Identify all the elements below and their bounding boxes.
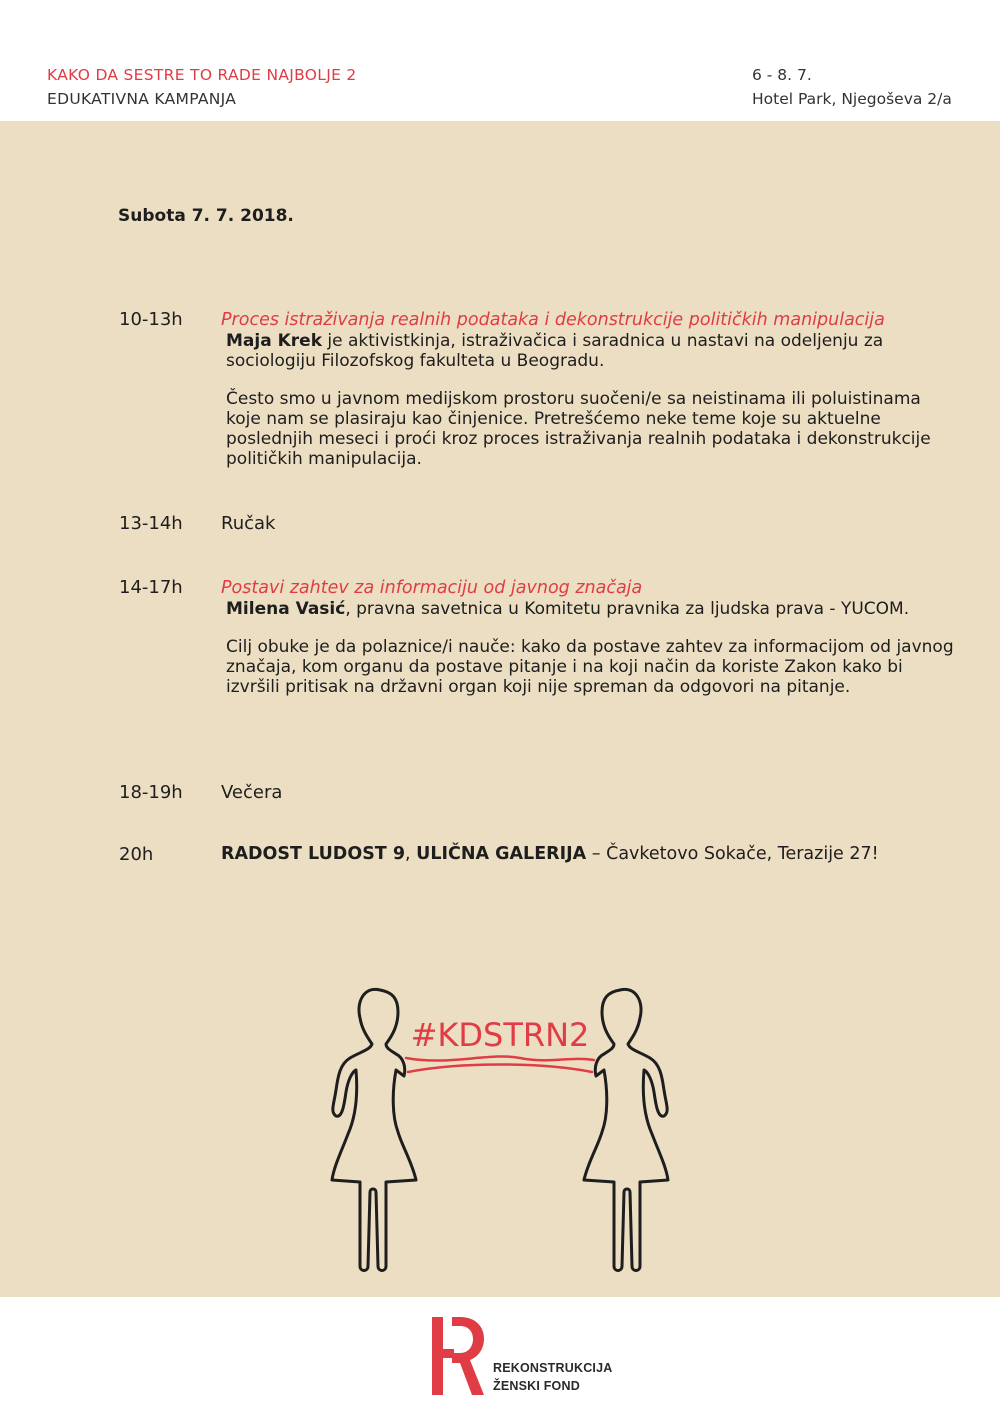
page-footer	[0, 1297, 1000, 1415]
break-label: Večera	[221, 782, 283, 803]
speaker-name: Maja Krek	[226, 331, 322, 351]
time-slot: 14-17h	[119, 577, 183, 598]
speaker-name: Milena Vasić	[226, 599, 346, 619]
left-figure-icon	[332, 989, 416, 1270]
speaker-bio: je aktivistkinja, istraživačica i saradnica u nastavi na odeljenju za sociologiju Filozofskog fakulteta u Beogradu.	[226, 331, 884, 371]
session-title: Proces istraživanja realnih podataka i dekonstrukcije političkih manipulacija	[221, 310, 885, 330]
rekonstrukcija-logo-icon	[430, 1315, 486, 1397]
day-title: Subota 7. 7. 2018.	[118, 206, 294, 226]
time-slot: 10-13h	[119, 309, 183, 330]
time-slot: 18-19h	[119, 782, 183, 803]
event-place: ULIČNA GALERIJA	[416, 844, 587, 864]
event-dates: 6 - 8. 7.	[752, 66, 812, 84]
time-slot: 20h	[119, 844, 154, 865]
org-name-line2: ŽENSKI FOND	[493, 1379, 580, 1393]
session-description: Često smo u javnom medijskom prostoru suočeni/e sa neistinama ili poluistinama koje nam se plasiraju kao činjenice. Pretrešćemo neke teme koje su aktuelne poslednjih meseci i proći kroz proces istraživanja realnih podataka i dekonstrukcije političkih manipulacija.	[226, 389, 931, 469]
break-label: Ručak	[221, 513, 276, 534]
session-title: Postavi zahtev za informaciju od javnog značaja	[221, 578, 643, 598]
speaker-info	[226, 599, 961, 619]
event-separator: ,	[405, 844, 417, 864]
evening-event	[221, 844, 961, 864]
campaign-title: KAKO DA SESTRE TO RADE NAJBOLJE 2	[47, 66, 357, 84]
time-slot: 13-14h	[119, 513, 183, 534]
hashtag: #KDSTRN2	[410, 1016, 590, 1054]
event-venue: Hotel Park, Njegoševa 2/a	[752, 90, 952, 108]
ribbon-icon	[406, 1056, 594, 1072]
event-name: RADOST LUDOST 9	[221, 844, 406, 864]
session-description: Cilj obuke je da polaznice/i nauče: kako da postave zahtev za informacijom od javnog značaja, kom organu da postave pitanje i na koji način da koriste Zakon kako bi izvršili pritisak na državni organ koji nije spreman da odgovori na pitanje.	[226, 637, 954, 697]
speaker-info	[226, 331, 961, 371]
org-name	[493, 1359, 612, 1395]
schedule-panel	[0, 121, 1000, 1297]
speaker-bio: , pravna savetnica u Komitetu pravnika za ljudska prava - YUCOM.	[345, 599, 910, 619]
page-header	[0, 0, 1000, 120]
right-figure-icon	[584, 989, 668, 1270]
org-name-line1: REKONSTRUKCIJA	[493, 1361, 613, 1375]
event-location: – Čavketovo Sokače, Terazije 27!	[586, 844, 879, 864]
campaign-subtitle: EDUKATIVNA KAMPANJA	[47, 90, 237, 108]
